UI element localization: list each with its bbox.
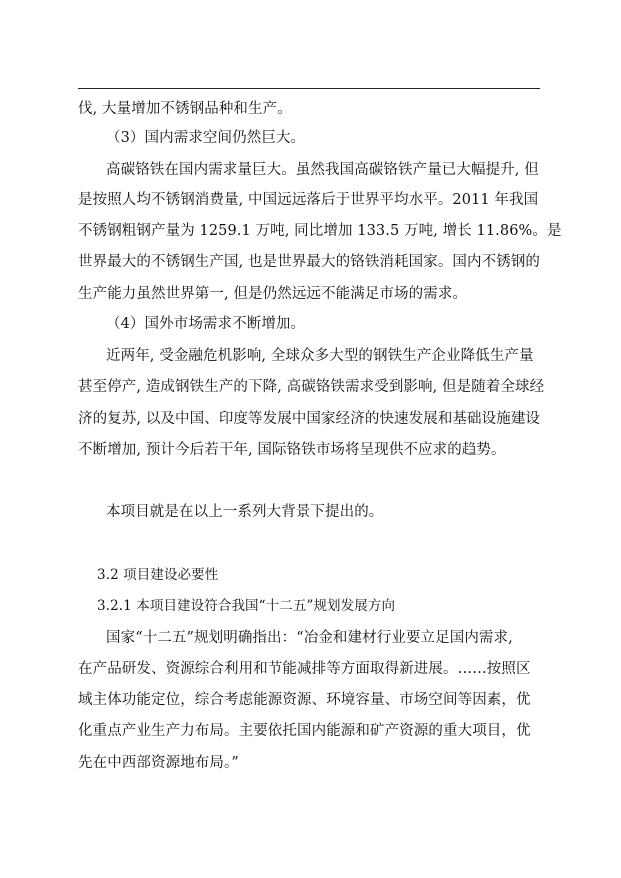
subheading-3: （3）国内需求空间仍然巨大。	[106, 130, 306, 146]
section-heading-3-2: 3.2 项目建设必要性	[97, 567, 219, 583]
paragraph-line: 不断增加, 预计今后若干年, 国际铬铁市场将呈现供不应求的趋势。	[78, 442, 506, 458]
subheading-4: （4）国外市场需求不断增加。	[106, 316, 306, 332]
paragraph-line: 甚至停产, 造成钢铁生产的下降, 高碳铬铁需求受到影响, 但是随着全球经	[78, 379, 545, 395]
paragraph-line: 本项目就是在以上一系列大背景下提出的。	[106, 504, 384, 520]
paragraph-line: 高碳铬铁在国内需求量巨大。虽然我国高碳铬铁产量已大幅提升, 但	[106, 162, 539, 178]
paragraph-line: 国家“十二五”规划明确指出：“冶金和建材行业要立足国内需求,	[106, 630, 513, 646]
paragraph-line: 先在中西部资源地布局。”	[78, 755, 239, 771]
paragraph-line: 近两年, 受金融危机影响, 全球众多大型的钢铁生产企业降低生产量	[106, 348, 534, 364]
paragraph-line: 在产品研发、资源综合利用和节能减排等方面取得新进展。……按照区	[78, 661, 531, 677]
paragraph-line: 不锈钢粗钢产量为 1259.1 万吨, 同比增加 133.5 万吨, 增长 11.86%。是	[78, 223, 562, 239]
paragraph-line: 化重点产业生产力布局。主要依托国内能源和矿产资源的重大项目，优	[78, 723, 531, 739]
paragraph-line: 济的复苏, 以及中国、印度等发展中国家经济的快速发展和基础设施建设	[78, 411, 541, 427]
paragraph-line: 生产能力虽然世界第一, 但是仍然远远不能满足市场的需求。	[78, 286, 468, 302]
section-heading-3-2-1: 3.2.1 本项目建设符合我国“十二五”规划发展方向	[97, 598, 396, 614]
paragraph-line: 域主体功能定位，综合考虑能源资源、环境容量、市场空间等因素，优	[78, 692, 531, 708]
paragraph-line: 是按照人均不锈钢消费量, 中国远远落后于世界平均水平。2011 年我国	[78, 192, 539, 208]
paragraph-line: 世界最大的不锈钢生产国, 也是世界最大的铬铁消耗国家。国内不锈钢的	[78, 254, 541, 270]
paragraph-continuation: 伐, 大量增加不锈钢品种和生产。	[78, 101, 292, 117]
header-rule	[78, 88, 540, 89]
